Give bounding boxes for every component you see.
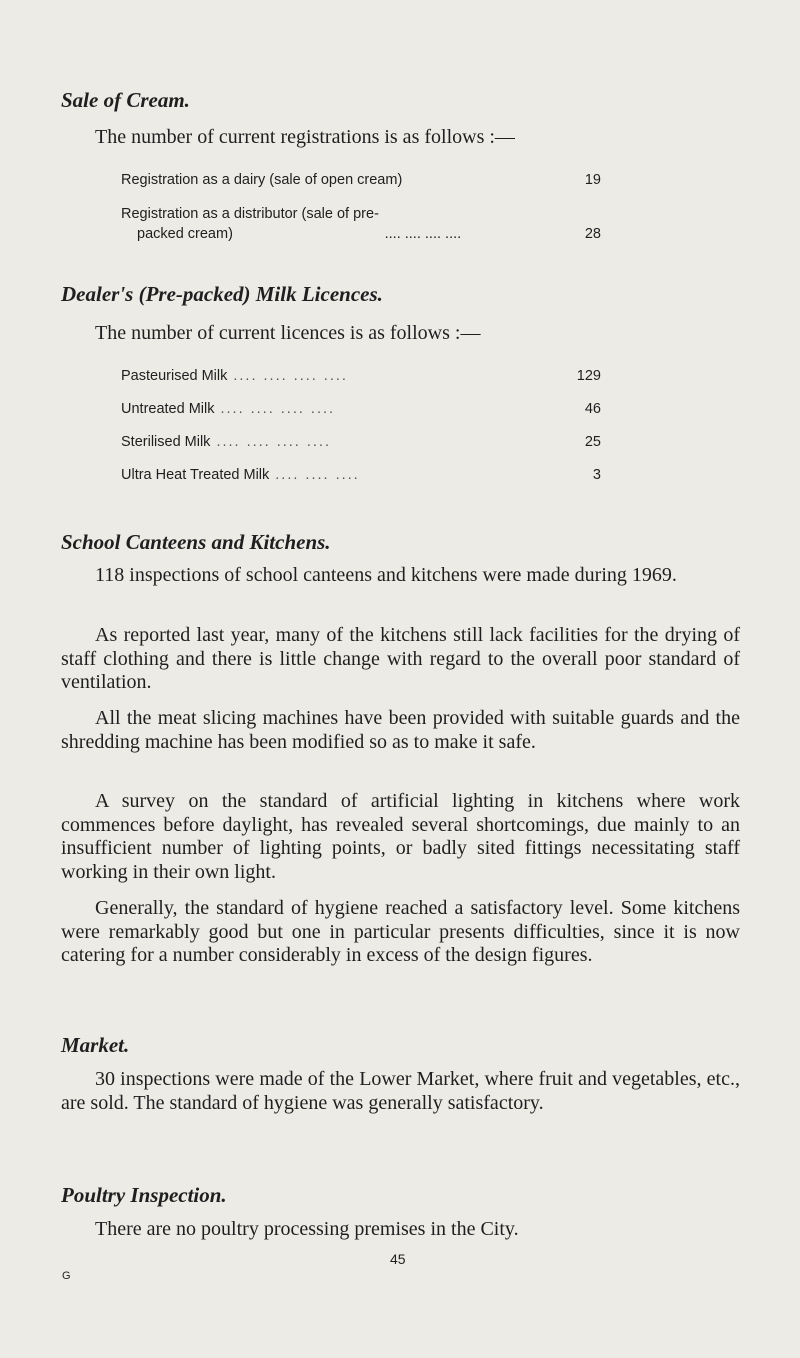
paragraph: 30 inspections were made of the Lower Market, where fruit and vegetables, etc., are sold. The standard of hygiene was generally satisfactory. [61, 1068, 740, 1114]
list-item [121, 434, 601, 450]
page-number: 45 [390, 1251, 406, 1267]
section-title-poultry-inspection: Poultry Inspection. [61, 1183, 227, 1207]
paragraph: All the meat slicing machines have been provided with suitable guards and the shredding machine has been modified so as to make it safe. [61, 707, 740, 753]
list-item [121, 204, 601, 244]
item-value: 25 [584, 434, 601, 450]
paragraph: 118 inspections of school canteens and kitchens were made during 1969. [95, 564, 677, 586]
milk-intro: The number of current licences is as follows :— [95, 322, 481, 344]
leader-dots: .... .... .... .... [220, 401, 336, 417]
paragraph: Generally, the standard of hygiene reached a satisfactory level. Some kitchens were remarkably good but one in particular presents difficulties, since it is now catering for a number considerably in excess of the design figures. [61, 897, 740, 966]
paragraph: There are no poultry processing premises in the City. [95, 1218, 519, 1240]
item-label-line1: Registration as a distributor (sale of pre- [121, 206, 379, 222]
section-title-market: Market. [61, 1033, 130, 1057]
section-title-milk-licences: Dealer's (Pre-packed) Milk Licences. [61, 282, 383, 306]
cream-intro: The number of current registrations is as follows :— [95, 126, 515, 148]
item-value: 129 [576, 368, 601, 384]
item-label: Registration as a dairy (sale of open cream) [121, 172, 403, 188]
signature-mark: G [62, 1270, 71, 1282]
list-item [121, 401, 601, 417]
leader-dots: .... .... .... .... [233, 368, 348, 384]
item-value: 3 [592, 467, 601, 483]
list-item [121, 368, 601, 384]
leader-dots: .... .... .... .... [384, 226, 462, 242]
item-label: Pasteurised Milk [121, 368, 228, 384]
list-item [121, 467, 601, 483]
item-label-line2: packed cream) [137, 226, 233, 242]
paragraph: As reported last year, many of the kitchens still lack facilities for the drying of staff clothing and there is little change with regard to the overall poor standard of ventilation. [61, 624, 740, 693]
list-item [121, 172, 601, 188]
leader-dots: .... .... .... .... [216, 434, 331, 450]
item-label: Ultra Heat Treated Milk [121, 467, 270, 483]
leader-dots: .... .... .... [275, 467, 360, 483]
section-title-sale-of-cream: Sale of Cream. [61, 88, 190, 112]
item-value: 19 [584, 172, 601, 188]
item-value: 46 [584, 401, 601, 417]
item-value: 28 [584, 226, 601, 242]
item-label: Sterilised Milk [121, 434, 211, 450]
section-title-school-canteens: School Canteens and Kitchens. [61, 530, 331, 554]
paragraph: A survey on the standard of artificial lighting in kitchens where work commences before daylight, has revealed several shortcomings, due mainly to an insufficient number of lighting points, or badly sited fittings necessitating staff working in their own light. [61, 790, 740, 883]
item-label: Untreated Milk [121, 401, 215, 417]
